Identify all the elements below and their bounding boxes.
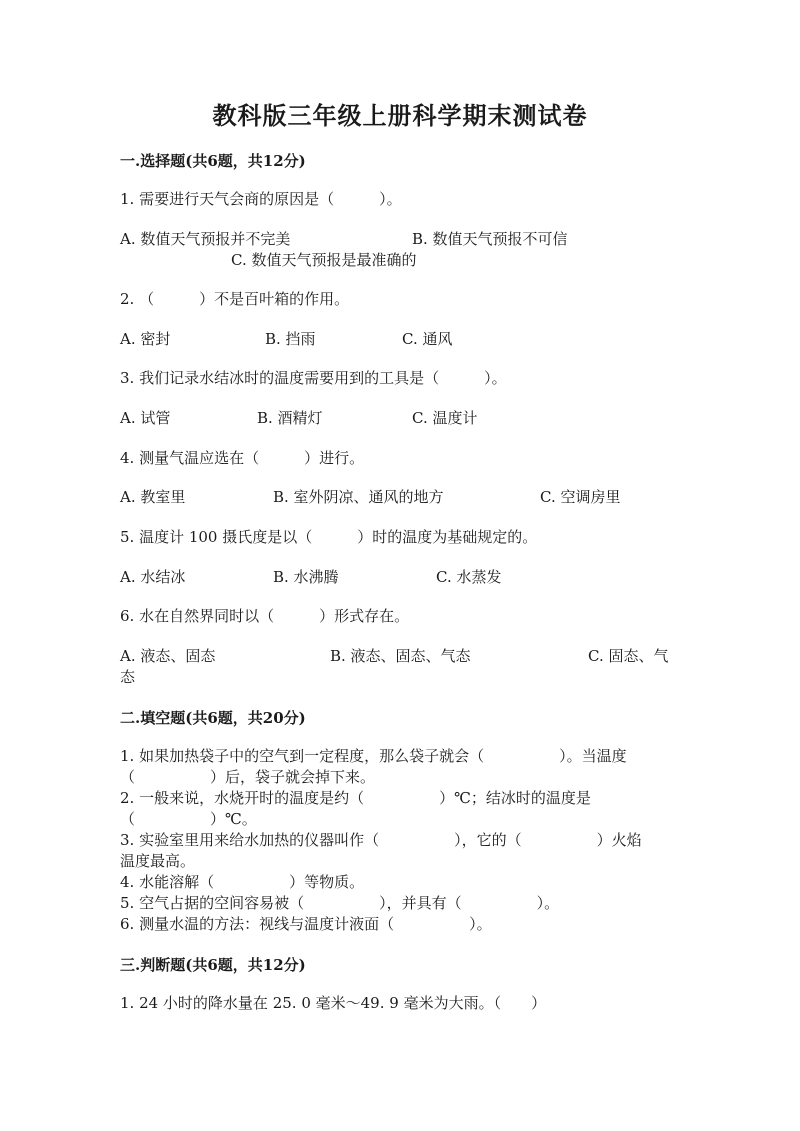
page-title: 教科版三年级上册科学期末测试卷 xyxy=(212,101,588,130)
option-b: B. 水沸腾 xyxy=(273,568,339,586)
fill-question: 3. 实验室里用来给水加热的仪器叫作（ ），它的（ ）火焰 xyxy=(120,831,642,849)
question-stem: 5. 温度计 100 摄氏度是以（ ）时的温度为基础规定的。 xyxy=(120,528,538,546)
option-a: A. 教室里 xyxy=(120,488,186,506)
option-c-continued: 态 xyxy=(120,668,136,686)
fill-question: 5. 空气占据的空间容易被（ ），并具有（ ）。 xyxy=(120,894,560,912)
fill-question: 6. 测量水温的方法：视线与温度计液面（ ）。 xyxy=(120,915,492,933)
section-heading-judge: 三.判断题(共6题，共12分) xyxy=(120,956,306,974)
option-c: C. 水蒸发 xyxy=(436,568,502,586)
option-c: C. 空调房里 xyxy=(540,488,621,506)
option-c: C. 数值天气预报是最准确的 xyxy=(231,251,417,269)
question-stem: 6. 水在自然界同时以（ ）形式存在。 xyxy=(120,607,410,625)
fill-question: 4. 水能溶解（ ）等物质。 xyxy=(120,873,365,891)
question-stem: 4. 测量气温应选在（ ）进行。 xyxy=(120,449,365,467)
fill-question-continued: （ ）℃。 xyxy=(120,810,257,828)
option-c: C. 通风 xyxy=(402,330,453,348)
option-a: A. 液态、固态 xyxy=(120,647,216,665)
section-heading-fill: 二.填空题(共6题，共20分) xyxy=(120,709,306,727)
option-a: A. 密封 xyxy=(120,330,171,348)
fill-question: 2. 一般来说，水烧开时的温度是约（ ）℃；结冰时的温度是 xyxy=(120,789,591,807)
option-b: B. 室外阴凉、通风的地方 xyxy=(273,488,444,506)
question-stem: 3. 我们记录水结冰时的温度需要用到的工具是（ ）。 xyxy=(120,369,507,387)
option-b: B. 数值天气预报不可信 xyxy=(412,230,568,248)
option-b: B. 挡雨 xyxy=(265,330,316,348)
fill-question-continued: （ ）后，袋子就会掉下来。 xyxy=(120,768,376,786)
option-a: A. 试管 xyxy=(120,409,171,427)
fill-question: 1. 如果加热袋子中的空气到一定程度，那么袋子就会（ ）。当温度 xyxy=(120,747,627,765)
question-stem: 1. 需要进行天气会商的原因是（ ）。 xyxy=(120,190,402,208)
option-c: C. 固态、气 xyxy=(588,647,669,665)
fill-question-continued: 温度最高。 xyxy=(120,852,196,870)
option-c: C. 温度计 xyxy=(412,409,478,427)
option-b: B. 液态、固态、气态 xyxy=(330,647,471,665)
section-heading-choice: 一.选择题(共6题，共12分) xyxy=(120,152,306,170)
option-b: B. 酒精灯 xyxy=(257,409,323,427)
judge-question: 1. 24 小时的降水量在 25. 0 毫米～49. 9 毫米为大雨。（ ） xyxy=(120,994,547,1012)
option-a: A. 数值天气预报并不完美 xyxy=(120,230,291,248)
option-a: A. 水结冰 xyxy=(120,568,186,586)
question-stem: 2. （ ）不是百叶箱的作用。 xyxy=(120,290,350,308)
